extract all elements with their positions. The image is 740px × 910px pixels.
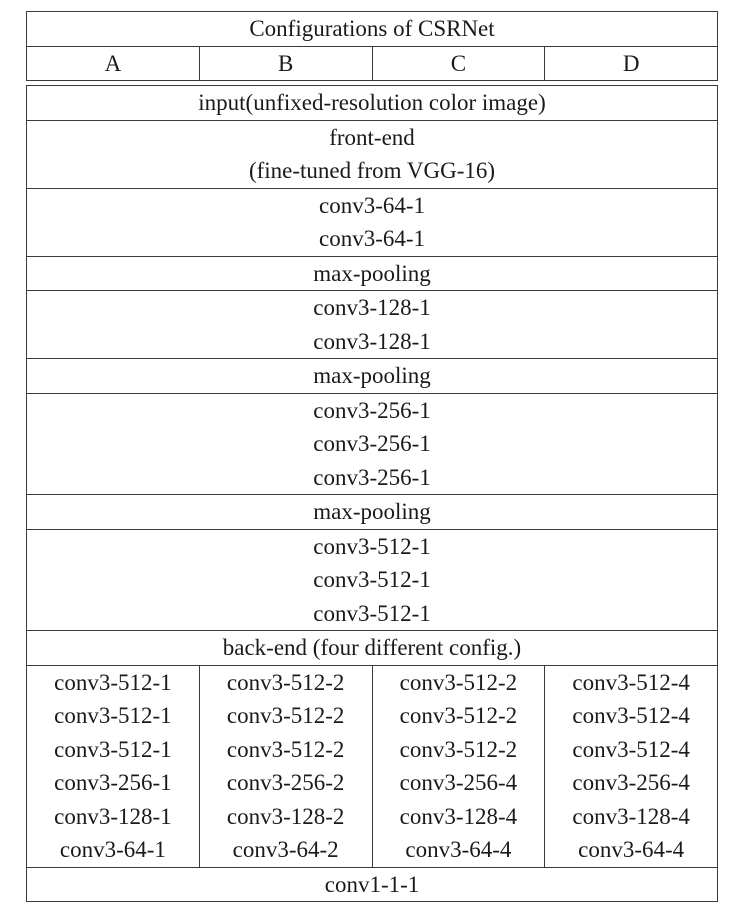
back-end-layer: conv3-64-2 [232,837,339,862]
back-end-layer: conv3-512-4 [572,703,690,728]
front-end-layer: conv3-512-1 [313,533,431,559]
back-end-layer: conv3-128-4 [399,803,518,829]
back-end-layer: conv3-64-1 [59,837,166,862]
back-end-layer: conv3-256-4 [572,770,690,795]
front-end-layer: conv3-128-1 [313,328,431,354]
front-end-layer-cell [27,529,718,631]
back-end-layer: conv3-512-4 [572,736,690,762]
csrnet-config-table [26,11,718,902]
front-end-layer-group [27,495,718,530]
column-header-c: C [372,46,545,81]
back-end-layer: conv3-512-2 [226,703,345,728]
back-end-layer: conv3-128-1 [54,803,172,829]
input-row [27,86,718,121]
back-end-config-d [545,665,718,867]
front-end-layer-cell [27,359,718,394]
back-end-layer: conv3-256-2 [226,770,345,795]
input-cell: input(unfixed-resolution color image) [27,86,718,121]
back-end-layer: conv3-512-2 [399,669,518,695]
back-end-layer: conv3-512-2 [399,736,518,762]
back-end-layer: conv3-128-2 [226,803,345,829]
front-end-layer-group [27,529,718,631]
front-end-layer-cell [27,393,718,495]
front-end-layer-group [27,256,718,291]
front-end-layer: conv3-256-1 [313,397,431,423]
front-end-layer-group [27,188,718,256]
front-end-layer-cell [27,188,718,256]
front-end-layer-group [27,291,718,359]
output-row [27,867,718,902]
back-end-heading: back-end (four different config.) [27,631,718,666]
back-end-layer: conv3-512-1 [54,703,172,728]
back-end-layer: conv3-512-4 [572,669,690,695]
csrnet-config-table-wrapper [26,11,718,902]
back-end-layer: conv3-64-4 [405,837,512,862]
front-end-layer: conv3-256-1 [313,464,431,490]
front-end-layer: conv3-512-1 [313,567,431,592]
back-end-layer: conv3-512-2 [226,669,345,695]
front-end-heading-cell [27,120,718,188]
table-title-row [27,12,718,47]
back-end-layer: conv3-256-4 [399,770,518,795]
back-end-heading-row [27,631,718,666]
column-header-a: A [27,46,200,81]
back-end-layer: conv3-512-2 [399,703,518,728]
output-layer: conv1-1-1 [27,867,718,902]
front-end-layer: conv3-512-1 [313,600,431,626]
back-end-configs-row [27,665,718,867]
front-end-layer: max-pooling [313,363,431,388]
front-end-layer: conv3-128-1 [313,295,431,320]
front-end-layer: max-pooling [313,499,431,524]
front-end-layer-cell [27,291,718,359]
back-end-config-b [199,665,372,867]
back-end-config-c [372,665,545,867]
back-end-layer: conv3-512-2 [226,736,345,762]
front-end-layer-group [27,359,718,394]
back-end-layer: conv3-128-4 [572,803,690,829]
column-header-b: B [199,46,372,81]
front-end-layer: max-pooling [313,260,431,286]
front-end-layer-cell [27,256,718,291]
table-title: Configurations of CSRNet [27,12,718,47]
front-end-layer: conv3-64-1 [318,192,426,218]
front-end-subheading: (fine-tuned from VGG-16) [248,158,496,183]
back-end-layer: conv3-256-1 [54,770,172,795]
back-end-config-a [27,665,200,867]
back-end-layer: conv3-512-1 [54,736,172,762]
column-header-d: D [545,46,718,81]
front-end-heading-row [27,120,718,188]
back-end-layer: conv3-512-1 [54,669,172,695]
front-end-layer: conv3-64-1 [318,226,426,251]
front-end-layer: conv3-256-1 [313,431,431,456]
column-header-row [27,46,718,81]
front-end-heading: front-end [329,124,415,150]
front-end-layer-group [27,393,718,495]
back-end-layer: conv3-64-4 [578,837,685,862]
front-end-layer-cell [27,495,718,530]
